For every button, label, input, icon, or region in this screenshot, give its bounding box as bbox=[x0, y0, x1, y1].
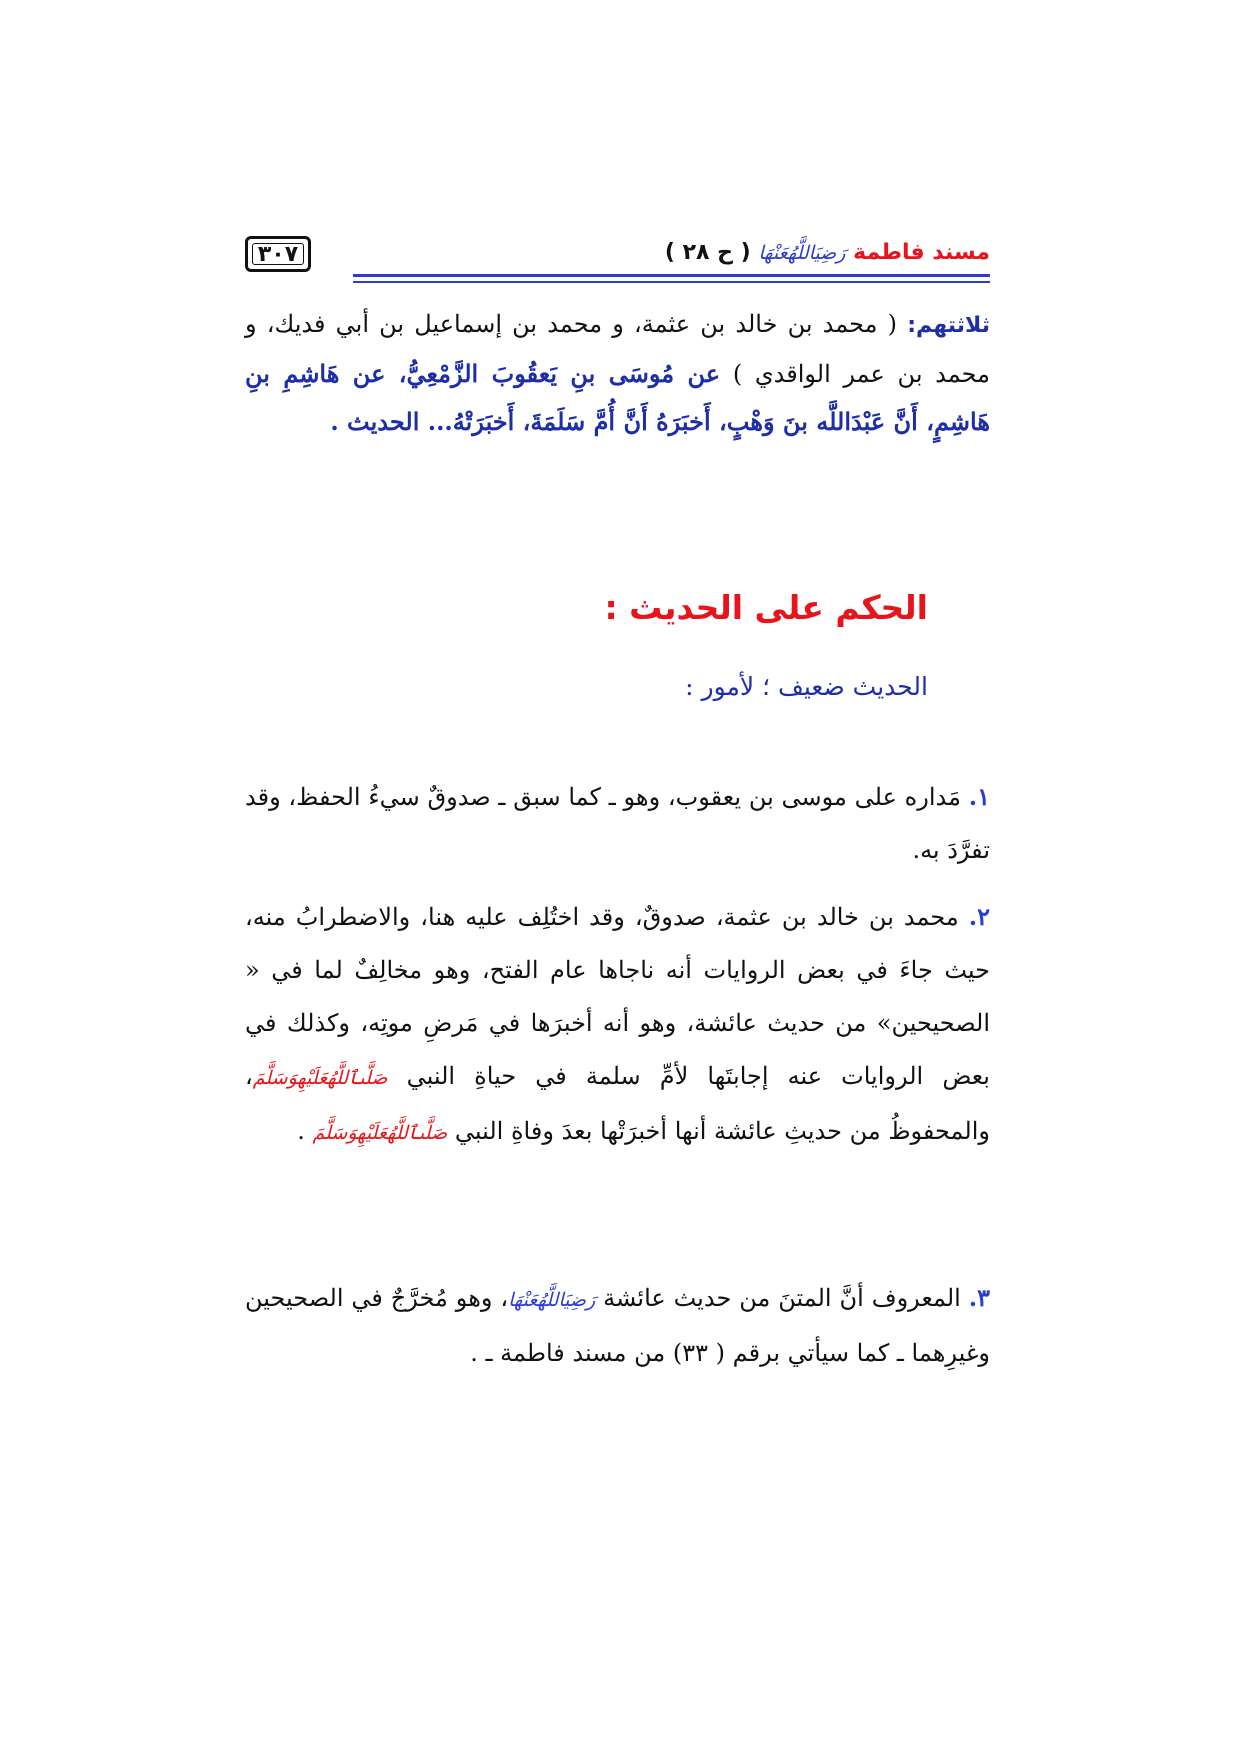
header-rule bbox=[353, 274, 990, 283]
item-text: ، وهو مُخرَّجٌ في الصحيحين وغيرِهما ـ كما سيأتي برقم ( ٣٣) من مسند فاطمة ـ . bbox=[245, 1284, 990, 1367]
page-header bbox=[245, 236, 990, 284]
verdict-line: الحديث ضعيف ؛ لأمور : bbox=[685, 672, 928, 701]
list-item bbox=[245, 890, 990, 1160]
salutation: صَلَّىٱللَّهُعَلَيْهِوَسَلَّمَ bbox=[252, 1067, 388, 1089]
item-text: محمد بن خالد بن عثمة، صدوقٌ، وقد اختُلِف عليه هنا، والاضطرابُ منه، حيث جاءَ في بعض الروايات أنه ناجاها عام الفتح، وهو مخالِفٌ لما في « الصحيحين» من حديث عائشة، وهو أنه أخبرَها في مَرضِ موتِه، وكذلك في بعض الروايات عنه إجابتَها لأمِّ سلمة في حياةِ النبي bbox=[245, 903, 990, 1090]
honorific: رَضِيَاللَّهُعَنْهَا bbox=[758, 242, 846, 264]
item-number: ١. bbox=[968, 782, 990, 811]
item-text: . bbox=[297, 1117, 313, 1145]
page-number: ٣٠٧ bbox=[257, 241, 299, 267]
page-number-box bbox=[245, 236, 311, 272]
narrators-text: ( محمد بن خالد بن عثمة، و محمد بن إسماعيل بن أبي فديك، و محمد بن عمر الواقدي ) bbox=[245, 310, 990, 388]
honorific: رَضِيَاللَّهُعَنْهَا bbox=[508, 1289, 596, 1311]
chain-paragraph bbox=[245, 300, 990, 446]
list-item bbox=[245, 770, 990, 877]
section-heading: الحكم على الحديث : bbox=[604, 588, 928, 627]
salutation: صَلَّىٱللَّهُعَلَيْهِوَسَلَّمَ bbox=[312, 1122, 448, 1144]
book-title: مسند فاطمة bbox=[853, 240, 990, 265]
paragraph-label: ثلاثتهم: bbox=[907, 313, 990, 338]
running-title bbox=[665, 236, 990, 270]
item-number: ٢. bbox=[968, 902, 990, 931]
list-item bbox=[245, 1271, 990, 1380]
hadith-reference: ( ح ٢٨ ) bbox=[664, 240, 751, 265]
item-number: ٣. bbox=[968, 1283, 990, 1312]
item-text: مَداره على موسى بن يعقوب، وهو ـ كما سبق ـ صدوقٌ سيءُ الحفظ، وقد تفرَّدَ به. bbox=[245, 783, 990, 864]
isnad-chain: عن مُوسَى بنِ يَعقُوبَ الزَّمْعِيُّ، عن هَاشِمِ بنِ هَاشِمٍ، أَنَّ عَبْدَاللَّه بنَ وَهْبٍ، أَخبَرَهُ أَنَّ أُمَّ سَلَمَةَ، أَخبَرَتْهُ... الحديث . bbox=[245, 359, 990, 436]
item-text: ، والمحفوظُ من حديثِ عائشة أنها أخبرَتْها بعدَ وفاةِ النبي bbox=[245, 1062, 990, 1145]
item-text: المعروف أنَّ المتنَ من حديث عائشة bbox=[603, 1284, 961, 1312]
